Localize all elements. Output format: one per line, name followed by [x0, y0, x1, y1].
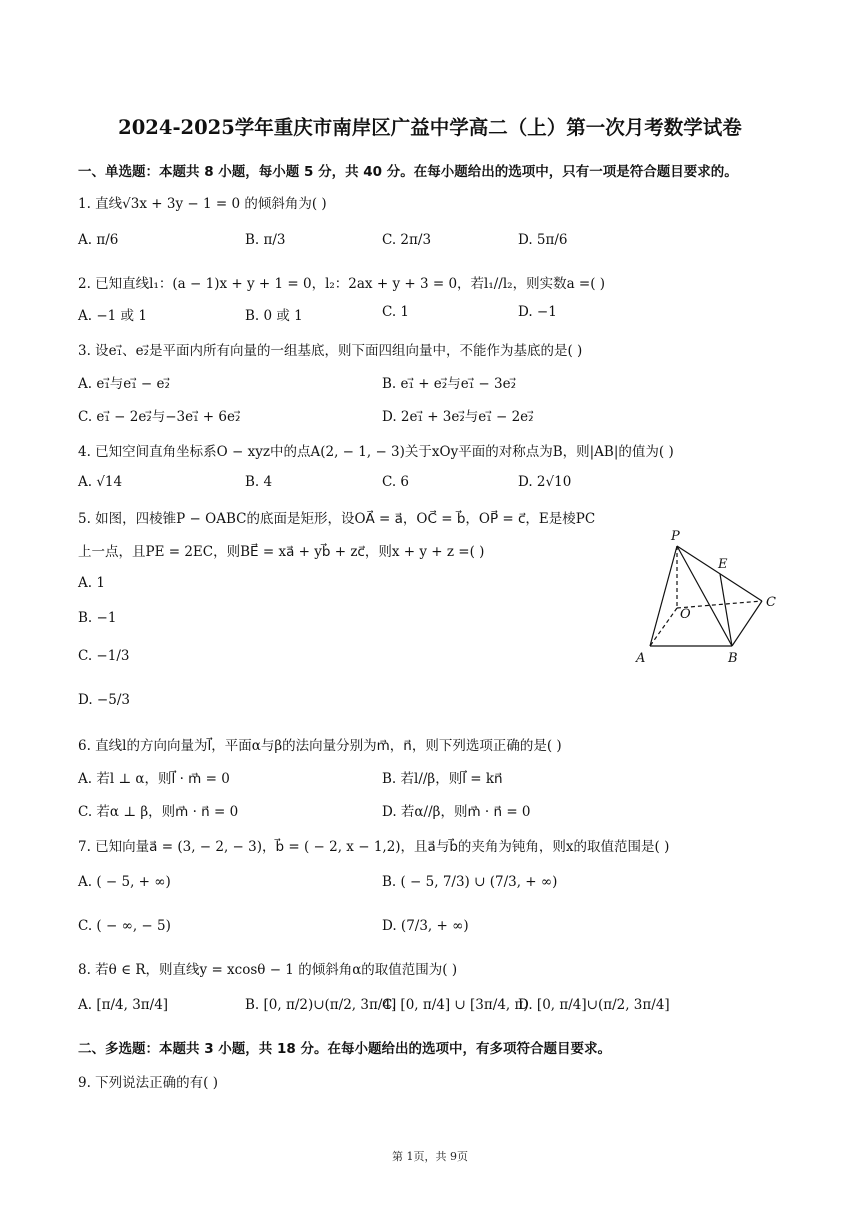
question-7-option-d: D. (7/3, + ∞)	[382, 918, 469, 934]
question-7-stem: 7. 已知向量a⃗ = (3, − 2, − 3)，b⃗ = ( − 2, x − 1,2)，且a⃗与b⃗的夹角为钝角，则x的取值范围是( )	[78, 839, 670, 855]
edge-bc	[732, 601, 762, 646]
question-6-stem: 6. 直线l的方向向量为l⃗，平面α与β的法向量分别为m⃗，n⃗，则下列选项正确的是( )	[78, 738, 562, 754]
question-6-option-b: B. 若l//β，则l⃗ = kn⃗	[382, 771, 503, 787]
question-3-option-b: B. e₁⃗ + e₂⃗与e₁⃗ − 3e₂⃗	[382, 376, 516, 392]
question-1-stem: 1. 直线√3x + 3y − 1 = 0 的倾斜角为( )	[78, 196, 327, 212]
question-5-option-b: B. −1	[78, 610, 117, 626]
question-2-option-b: B. 0 或 1	[245, 308, 303, 324]
question-6-option-d: D. 若α//β，则m⃗ · n⃗ = 0	[382, 804, 531, 820]
question-2-option-c: C. 1	[382, 304, 410, 320]
question-2-stem: 2. 已知直线l₁：(a − 1)x + y + 1 = 0，l₂：2ax + y + 3 = 0，若l₁//l₂，则实数a =( )	[78, 276, 606, 292]
question-1-option-a: A. π/6	[78, 232, 119, 248]
question-4-option-a: A. √14	[78, 474, 123, 490]
pyramid-figure	[630, 520, 790, 670]
question-1-option-c: C. 2π/3	[382, 232, 432, 248]
question-5-option-c: C. −1/3	[78, 648, 130, 664]
question-1-option-b: B. π/3	[245, 232, 286, 248]
question-5-option-a: A. 1	[78, 575, 105, 591]
question-7-option-b: B. ( − 5, 7/3) ∪ (7/3, + ∞)	[382, 874, 558, 890]
question-8-stem: 8. 若θ ∈ R，则直线y = xcosθ − 1 的倾斜角α的取值范围为( )	[78, 962, 458, 978]
vertex-label-o: O	[680, 607, 691, 622]
question-4-option-d: D. 2√10	[518, 474, 572, 490]
vertex-label-e: E	[718, 557, 728, 572]
question-1-option-d: D. 5π/6	[518, 232, 568, 248]
question-3-option-d: D. 2e₁⃗ + 3e₂⃗与e₁⃗ − 2e₂⃗	[382, 409, 534, 425]
question-8-option-b: B. [0, π/2)∪(π/2, 3π/4]	[245, 997, 397, 1013]
question-3-stem: 3. 设e₁⃗、e₂⃗是平面内所有向量的一组基底，则下面四组向量中，不能作为基底的是( )	[78, 343, 583, 359]
question-4-stem: 4. 已知空间直角坐标系O − xyz中的点A(2, − 1, − 3)关于xOy平面的对称点为B，则|AB|的值为( )	[78, 444, 674, 460]
question-3-option-c: C. e₁⃗ − 2e₂⃗与−3e₁⃗ + 6e₂⃗	[78, 409, 241, 425]
page-title: 2024-2025学年重庆市南岸区广益中学高二（上）第一次月考数学试卷	[118, 116, 742, 139]
question-6-option-c: C. 若α ⊥ β，则m⃗ · n⃗ = 0	[78, 804, 239, 820]
edge-oa	[650, 608, 677, 646]
vertex-label-b: B	[728, 651, 738, 666]
question-7-option-a: A. ( − 5, + ∞)	[78, 874, 171, 890]
edge-pa	[650, 546, 677, 646]
vertex-label-p: P	[671, 529, 680, 544]
question-2-option-d: D. −1	[518, 304, 557, 320]
section-heading-multiple-choice: 二、多选题：本题共 3 小题，共 18 分。在每小题给出的选项中，有多项符合题目要求。	[78, 1041, 611, 1057]
vertex-label-c: C	[766, 595, 776, 610]
page-footer: 第 1页，共 9页	[392, 1150, 468, 1163]
question-4-option-c: C. 6	[382, 474, 410, 490]
section-heading-single-choice: 一、单选题：本题共 8 小题，每小题 5 分，共 40 分。在每小题给出的选项中，只有一项是符合题目要求的。	[78, 164, 738, 180]
question-8-option-a: A. [π/4, 3π/4]	[78, 997, 169, 1013]
question-5-option-d: D. −5/3	[78, 692, 130, 708]
question-9-stem: 9. 下列说法正确的有( )	[78, 1075, 218, 1091]
question-8-option-c: C. [0, π/4] ∪ [3π/4, π)	[382, 997, 529, 1013]
question-7-option-c: C. ( − ∞, − 5)	[78, 918, 171, 934]
edge-pc	[677, 546, 762, 601]
question-8-option-d: D. [0, π/4]∪(π/2, 3π/4]	[518, 997, 670, 1013]
question-5-stem: 5. 如图，四棱锥P − OABC的底面是矩形，设OA⃗ = a⃗，OC⃗ = b⃗，OP⃗ = c⃗，E是棱PC	[78, 511, 596, 527]
question-4-option-b: B. 4	[245, 474, 273, 490]
question-5-stem-continued: 上一点，且PE = 2EC，则BE⃗ = xa⃗ + yb⃗ + zc⃗，则x + y + z =( )	[78, 544, 485, 560]
question-3-option-a: A. e₁⃗与e₁⃗ − e₂⃗	[78, 376, 170, 392]
question-2-option-a: A. −1 或 1	[78, 308, 147, 324]
vertex-label-a: A	[636, 651, 646, 666]
question-6-option-a: A. 若l ⊥ α，则l⃗ · m⃗ = 0	[78, 771, 230, 787]
